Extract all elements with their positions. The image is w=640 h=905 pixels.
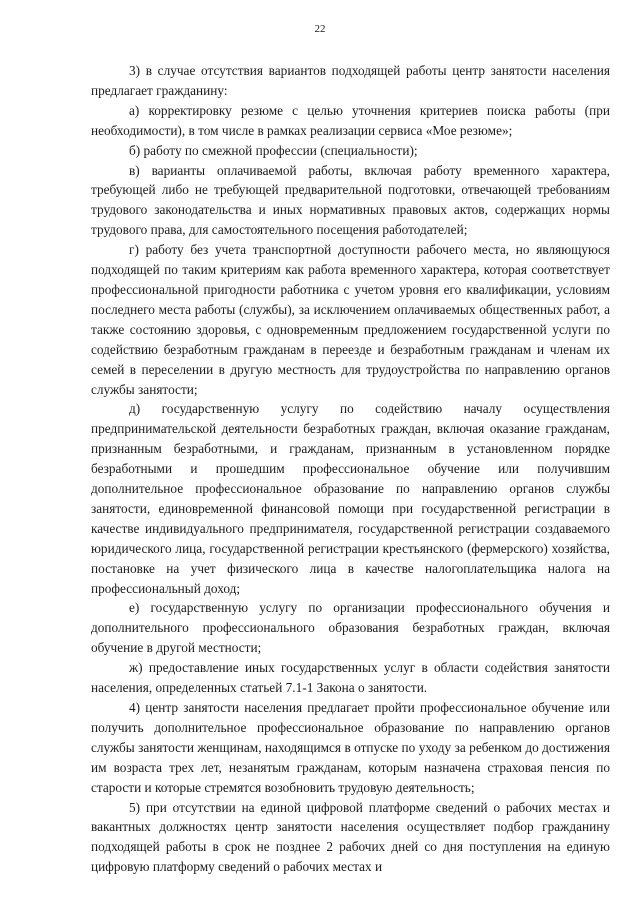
paragraph: ж) предоставление иных государственных услуг в области содействия занятости населения, определенных статьей 7.1-1 Закона о занятости. [91,660,610,696]
paragraph: б) работу по смежной профессии (специальности); [129,142,418,158]
paragraph: в) варианты оплачиваемой работы, включая работу временного характера, требующей либо не требующей предварительной подготовки, отвечающей требованиям трудового законодательства и иных нормативных правовых актов, содержащих нормы трудового права, для самостоятельного посещения работодателей; [91,162,610,238]
paragraph: е) государственную услугу по организации профессионального обучения и дополнительного профессионального образования безработных граждан, включая обучение в другой местности; [91,600,610,656]
page-number: 22 [314,23,326,35]
paragraph: 4) центр занятости населения предлагает пройти профессиональное обучение или получить дополнительное профессиональное образование по направлению органов службы занятости женщинам, находящимся в отпуске по уходу за ребенком до достижения им возраста трех лет, незанятым гражданам, которым назначена страховая пенсия по старости и которые стремятся возобновить трудовую деятельность; [91,700,610,795]
paragraph: г) работу без учета транспортной доступности рабочего места, но являющуюся подходящей по таким критериям как работа временного характера, которая соответствует профессиональной пригодности работника с учетом уровня его квалификации, условиям последнего места работы (службы), за исключением оплачиваемых общественных работ, а также состоянию здоровья, с одновременным предложением государственной услуги по содействию безработным гражданам в переезде и безработным гражданам и членам их семей в переселении в другую местность для трудоустройства по направлению органов службы занятости; [91,242,610,397]
body-text [91,61,610,877]
paragraph: 5) при отсутствии на единой цифровой платформе сведений о рабочих местах и вакантных должностях центр занятости населения осуществляет подбор гражданину подходящей работы в срок не позднее 2 рабочих дней со дня поступления на единую цифровую платформу сведений о рабочих местах и [91,799,610,875]
paragraph: д) государственную услугу по содействию началу осуществления предпринимательской деятельности безработных граждан, включая оказание гражданам, признанным безработными, и гражданам, признанным в установленном порядке безработными и прошедшим профессиональное обучение или получившим дополнительное профессиональное образование по направлению органов службы занятости, единовременной финансовой помощи при государственной регистрации в качестве индивидуального предпринимателя, государственной регистрации создаваемого юридического лица, государственной регистрации крестьянского (фермерского) хозяйства, постановке на учет физического лица в качестве налогоплательщика налога на профессиональный доход; [91,401,610,596]
paragraph: 3) в случае отсутствия вариантов подходящей работы центр занятости населения предлагает гражданину: [91,63,610,98]
paragraph: а) корректировку резюме с целью уточнения критериев поиска работы (при необходимости), в том числе в рамках реализации сервиса «Мое резюме»; [91,102,610,138]
